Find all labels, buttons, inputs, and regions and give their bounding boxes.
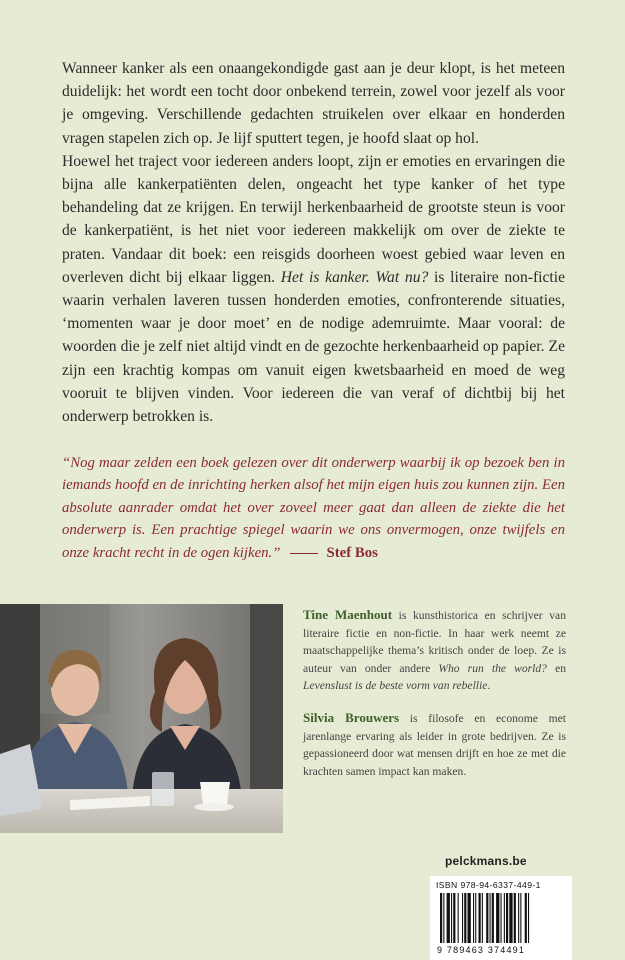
isbn-label: ISBN 978-94-6337-449-1: [436, 880, 541, 890]
barcode-bar: [479, 893, 481, 943]
bio-1-text-b: en: [546, 661, 567, 675]
bio-1-text-a: is kunsthistorica en schrijver van literaire fictie en non-fictie. In haar werk neemt ze maatschappelijke thema’s kritisch onder de loep. Ze is auteur van onder andere: [303, 609, 566, 675]
barcode-bar: [464, 893, 466, 943]
barcode-bar: [525, 893, 527, 943]
barcode-bar: [440, 893, 442, 943]
barcode-bar: [473, 893, 474, 943]
barcode-number: 9 789463 374491: [437, 945, 526, 955]
barcode-bar: [447, 893, 450, 943]
bio-silvia-brouwers: [303, 709, 566, 780]
bio-1-book-1: Who run the world?: [438, 661, 547, 675]
blurb-p2-part-b: is literaire non-fictie waarin verhalen laveren tussen honderden emoties, confronterende situaties, ‘momenten waar je door moet’ en de nodige ademruimte. Maar vooral: de woorden die je zelf niet altijd vindt en de gezochte herkenbaarheid op papier. Ze zijn een krachtig kompas om vanuit eigen kwetsbaarheid en moed de weg vooruit te blijven vinden. Voor iedereen die van veraf of dichtbij bij het onderwerp betrokken is.: [62, 268, 565, 426]
bio-2-text: is filosofe en econome met jarenlange ervaring als leider in grote bedrijven. Ze is gepassioneerd door wat mensen drijft en hoe ze met die krachten samen impact kan maken.: [303, 711, 566, 778]
blurb-p2-part-a: Hoewel het traject voor iedereen anders loopt, zijn er emoties en ervaringen die bijna alle kankerpatiënten delen, ongeacht het type kanker of het type behandeling dat ze krijgen. En terwijl herkenbaarheid de grootste steun is voor de kankerpatiënt, is het niet voor iedereen makkelijk om over de ziekte te praten. Vandaar dit boek: een reisgids doorheen woest gebied waar leven en overleven dicht bij elkaar liggen.: [62, 152, 565, 286]
barcode-bar: [443, 893, 444, 943]
quote-author: Stef Bos: [326, 544, 378, 561]
barcode-bar: [490, 893, 491, 943]
authors-photo: [0, 604, 283, 833]
barcode-bar: [492, 893, 494, 943]
barcode-bar: [482, 893, 483, 943]
barcode-bar: [518, 893, 519, 943]
bio-1-book-2: Levenslust is de beste vorm van rebellie: [303, 679, 488, 693]
author-name-2: Silvia Brouwers: [303, 709, 400, 725]
barcode-bar: [458, 893, 459, 943]
barcode-bar: [520, 893, 521, 943]
blurb-paragraph-2: [62, 150, 565, 428]
endorsement-quote: [62, 452, 565, 564]
barcode-bar: [462, 893, 463, 943]
quote-text: “Nog maar zelden een boek gelezen over dit onderwerp waarbij ik op bezoek ben in iemands hoofd en de inrichting herken alsof het mijn eigen huis zou kunnen zijn. Een absolute aanrader omdat het over zoveel meer gaat dan alleen de ziekte die het onderwerp is. Een prachtige spiegel waarin we ons onvermogen, onze twijfels en onze kracht recht in de ogen kijken.”: [62, 455, 565, 561]
authors-photo-image: [0, 604, 283, 833]
barcode-bar: [504, 893, 505, 943]
publisher-url: pelckmans.be: [445, 854, 527, 868]
bio-tine-maenhout: [303, 606, 566, 695]
barcode-bar: [501, 893, 502, 943]
barcode-bar: [506, 893, 508, 943]
book-title: Het is kanker. Wat nu?: [280, 268, 429, 286]
barcode-bar: [509, 893, 512, 943]
barcode-bar: [453, 893, 455, 943]
barcode-bar: [468, 893, 471, 943]
barcode-bar: [514, 893, 516, 943]
author-name-1: Tine Maenhout: [303, 607, 393, 622]
barcode-bar: [486, 893, 488, 943]
barcode-bar: [528, 893, 529, 943]
barcode-bar: [496, 893, 499, 943]
back-cover-blurb: [62, 57, 565, 428]
quote-dash: [290, 553, 318, 554]
bio-1-text-c: .: [487, 679, 491, 693]
author-bios: [303, 606, 566, 794]
barcode-bar: [451, 893, 452, 943]
barcode-bar: [475, 893, 476, 943]
barcode-graphic: [436, 893, 566, 945]
blurb-paragraph-1: Wanneer kanker als een onaangekondigde gast aan je deur klopt, is het meteen duidelijk: het wordt een tocht door onbekend terrein, zowel voor jezelf als voor je omgeving. Verschillende gedachten struikelen over elkaar en honderden vragen stapelen zich op. Je lijf sputtert tegen, je hoofd slaat op hol.: [62, 60, 565, 147]
